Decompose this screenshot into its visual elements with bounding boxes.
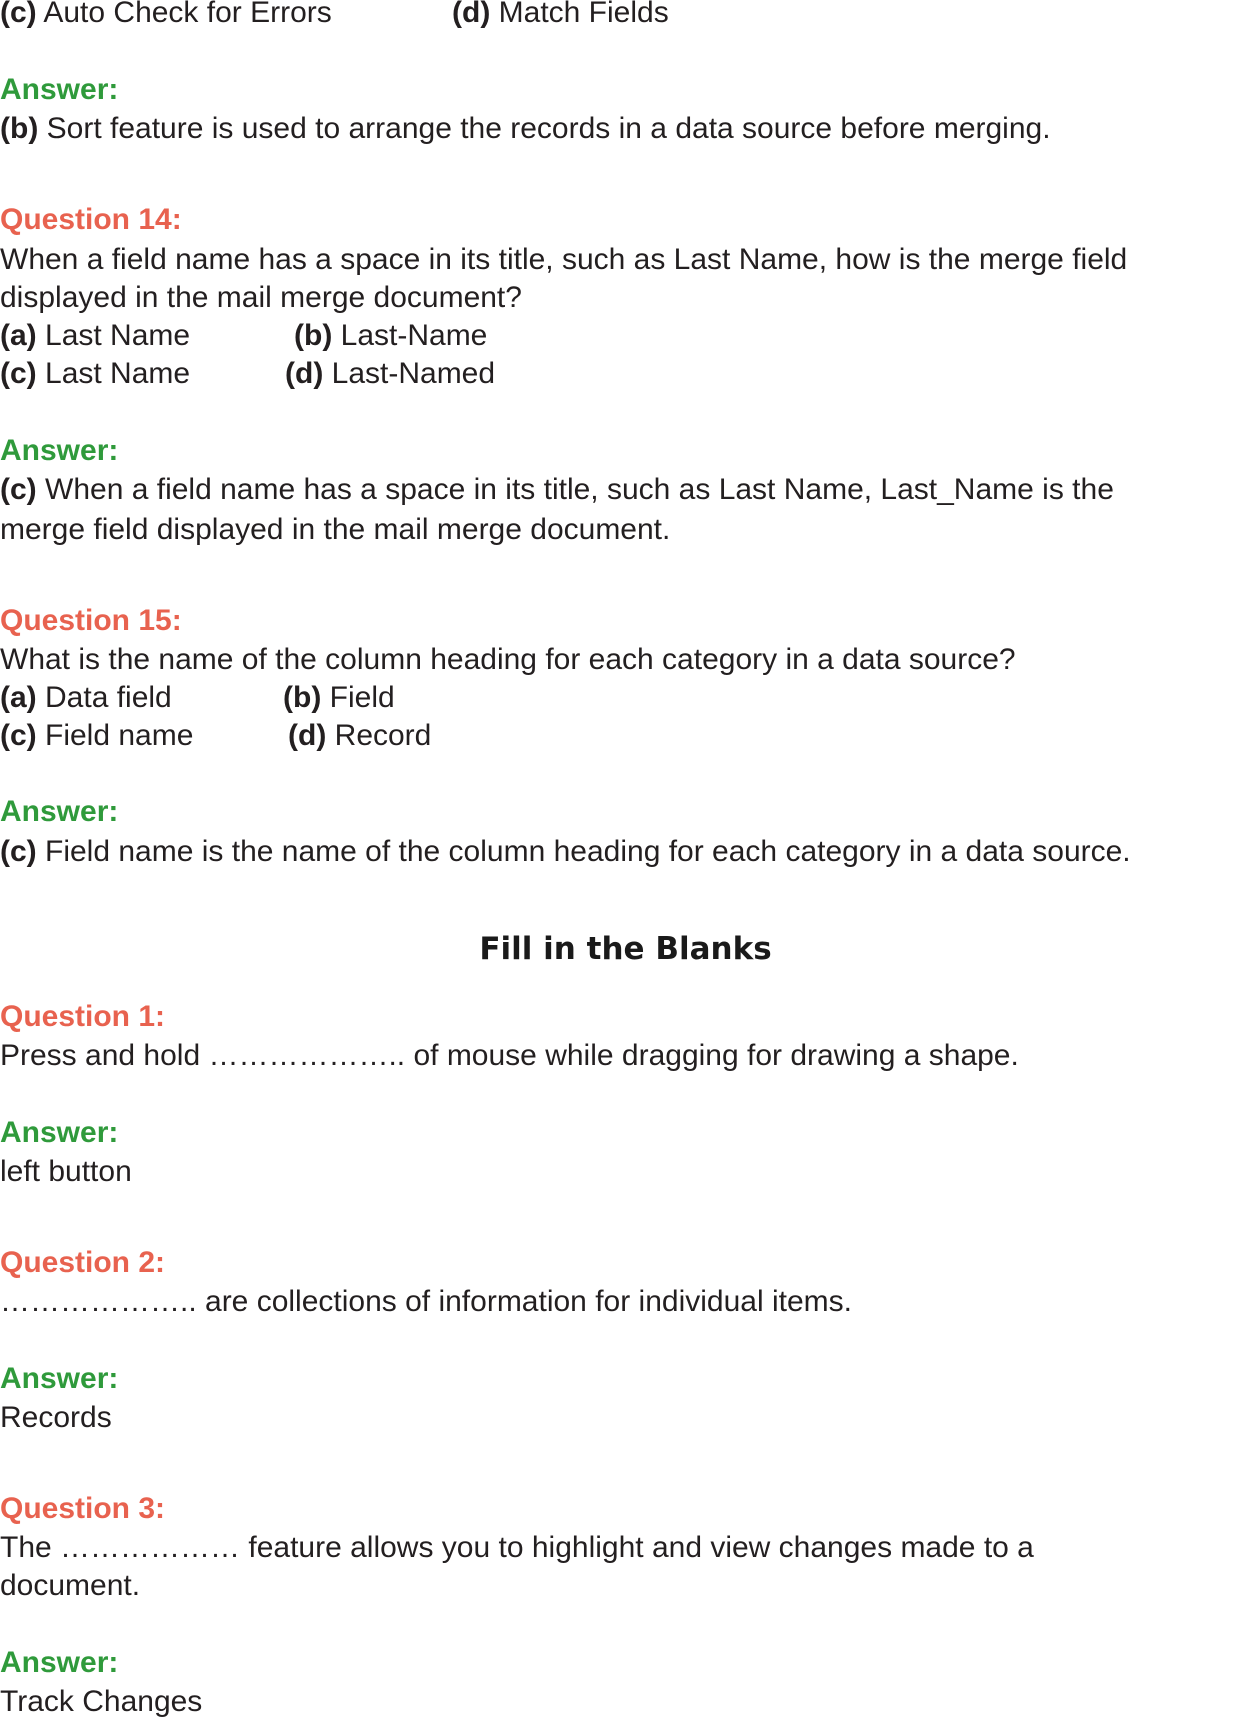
question-text: Press and hold ……………….. of mouse while dragging for drawing a shape. <box>0 1039 1019 1072</box>
answer-text: merge field displayed in the mail merge document. <box>0 513 671 546</box>
option-d: (d) Match Fields <box>452 0 669 29</box>
option-d: (d) Record <box>288 719 432 752</box>
question-text: ……………….. are collections of information for individual items. <box>0 1285 852 1318</box>
answer-text: (b) Sort feature is used to arrange the records in a data source before merging. <box>0 112 1051 145</box>
answer-text: left button <box>0 1155 132 1188</box>
answer-heading: Answer: <box>0 1362 119 1395</box>
option-a: (a) Data field <box>0 681 172 714</box>
option-c: (c) Last Name <box>0 357 191 390</box>
question-text: The ……………… feature allows you to highlight and view changes made to a <box>0 1531 1034 1564</box>
option-c: (c) Field name <box>0 719 194 752</box>
option-a: (a) Last Name <box>0 319 191 352</box>
question-text: What is the name of the column heading for each category in a data source? <box>0 643 1016 676</box>
question-heading: Question 3: <box>0 1492 166 1525</box>
option-d: (d) Last-Named <box>285 357 496 390</box>
answer-text: (c) Field name is the name of the column heading for each category in a data source. <box>0 835 1131 868</box>
question-text: document. <box>0 1569 141 1602</box>
option-b: (b) Last-Name <box>294 319 488 352</box>
option-b: (b) Field <box>283 681 395 714</box>
answer-text: (c) When a field name has a space in its title, such as Last Name, Last_Name is the <box>0 473 1114 506</box>
answer-text: Track Changes <box>0 1685 203 1718</box>
answer-heading: Answer: <box>0 1116 119 1149</box>
question-heading: Question 14: <box>0 203 182 236</box>
question-text: displayed in the mail merge document? <box>0 281 522 314</box>
answer-text: Records <box>0 1401 112 1434</box>
answer-heading: Answer: <box>0 73 119 106</box>
answer-heading: Answer: <box>0 795 119 828</box>
section-title: Fill in the Blanks <box>479 931 772 967</box>
question-heading: Question 15: <box>0 604 182 637</box>
answer-heading: Answer: <box>0 1646 119 1679</box>
question-heading: Question 1: <box>0 1000 166 1033</box>
answer-heading: Answer: <box>0 434 119 467</box>
question-text: When a field name has a space in its title, such as Last Name, how is the merge field <box>0 243 1128 276</box>
option-c: (c) Auto Check for Errors <box>0 0 332 29</box>
question-heading: Question 2: <box>0 1246 166 1279</box>
